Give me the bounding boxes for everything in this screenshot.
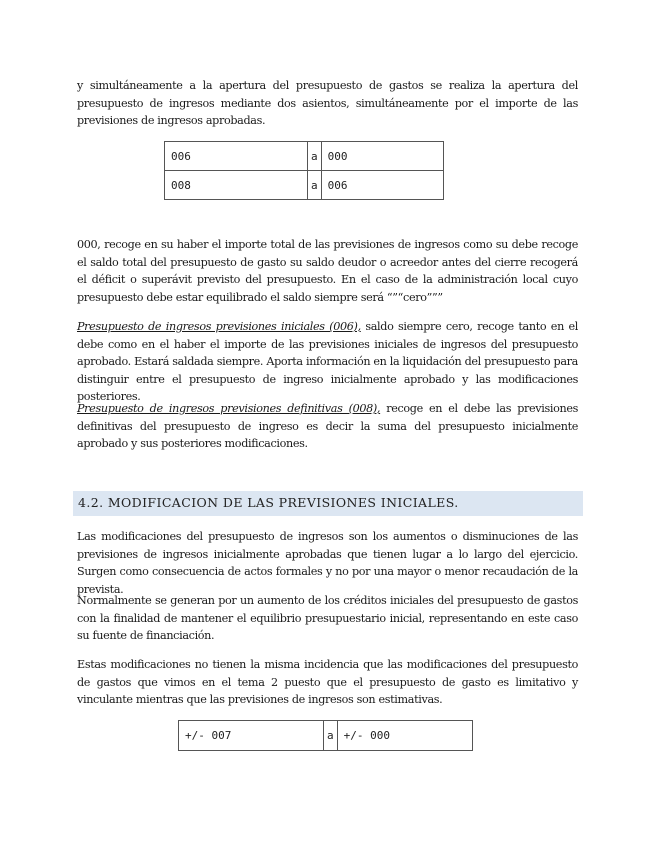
debit-account: 006 xyxy=(165,142,308,171)
section-heading-text: 4.2. MODIFICACION DE LAS PREVISIONES INICIALES. xyxy=(78,495,459,510)
debit-account: 008 xyxy=(165,171,308,200)
paragraph-incidencia: Estas modificaciones no tienen la misma incidencia que las modificaciones del presupuesto de gastos que vimos en el tema 2 puesto que el presupuesto de gasto es limitativo y vinculante mientras que las previsiones de ingresos son estimativas. xyxy=(77,658,578,706)
journal-entries-table xyxy=(164,141,444,200)
credit-account: 006 xyxy=(321,171,443,200)
entry-separator: a xyxy=(308,142,322,171)
paragraph-modificaciones: Las modificaciones del presupuesto de ingresos son los aumentos o disminuciones de las previsiones de ingresos inicialmente aprobadas que tienen lugar a lo largo del ejercicio. Surgen como consecuencia de actos formales y no por una mayor o menor recaudación de la prevista. xyxy=(77,530,578,596)
section-heading xyxy=(73,491,583,516)
paragraph-opening: y simultáneamente a la apertura del presupuesto de gastos se realiza la apertura del presupuesto de ingresos mediante dos asientos, simultáneamente por el importe de las previsiones de ingresos aprobadas. xyxy=(77,79,578,127)
term-previsiones-definitivas: Presupuesto de ingresos previsiones definitivas (008), xyxy=(77,402,381,415)
term-previsiones-iniciales: Presupuesto de ingresos previsiones iniciales (006), xyxy=(77,320,361,333)
definition-text: recoge en el debe las previsiones definitivas del presupuesto de ingreso es decir la suma del presupuesto inicialmente aprobado y sus posteriores modificaciones. xyxy=(77,402,578,450)
entry-separator: a xyxy=(324,721,338,751)
debit-account: +/- 007 xyxy=(179,721,324,751)
paragraph-account-008 xyxy=(77,400,578,453)
credit-account: 000 xyxy=(321,142,443,171)
entry-separator: a xyxy=(308,171,322,200)
definition-text: saldo siempre cero, recoge tanto en el debe como en el haber el importe de las previsiones iniciales de ingresos del presupuesto aprobado. Estará saldada siempre. Aporta información en la liquidación del presupuesto para distinguir entre el presupuesto de ingreso inicialmente aprobado y las modificaciones posteriores. xyxy=(77,320,578,403)
table-row xyxy=(165,142,444,171)
journal-entries-table-2 xyxy=(178,720,473,751)
credit-account: +/- 000 xyxy=(337,721,472,751)
table-row xyxy=(179,721,473,751)
paragraph-normalmente: Normalmente se generan por un aumento de los créditos iniciales del presupuesto de gastos con la finalidad de mantener el equilibrio presupuestario inicial, representando en este caso su fuente de financiación. xyxy=(77,594,578,642)
paragraph-account-006 xyxy=(77,318,578,406)
paragraph-account-000: 000, recoge en su haber el importe total de las previsiones de ingresos como su debe recoge el saldo total del presupuesto de gasto su saldo deudor o acreedor antes del cierre recogerá el déficit o superávit previsto del presupuesto. En el caso de la administración local cuyo presupuesto debe estar equilibrado el saldo siempre será “”“cero””” xyxy=(77,238,578,304)
table-row xyxy=(165,171,444,200)
